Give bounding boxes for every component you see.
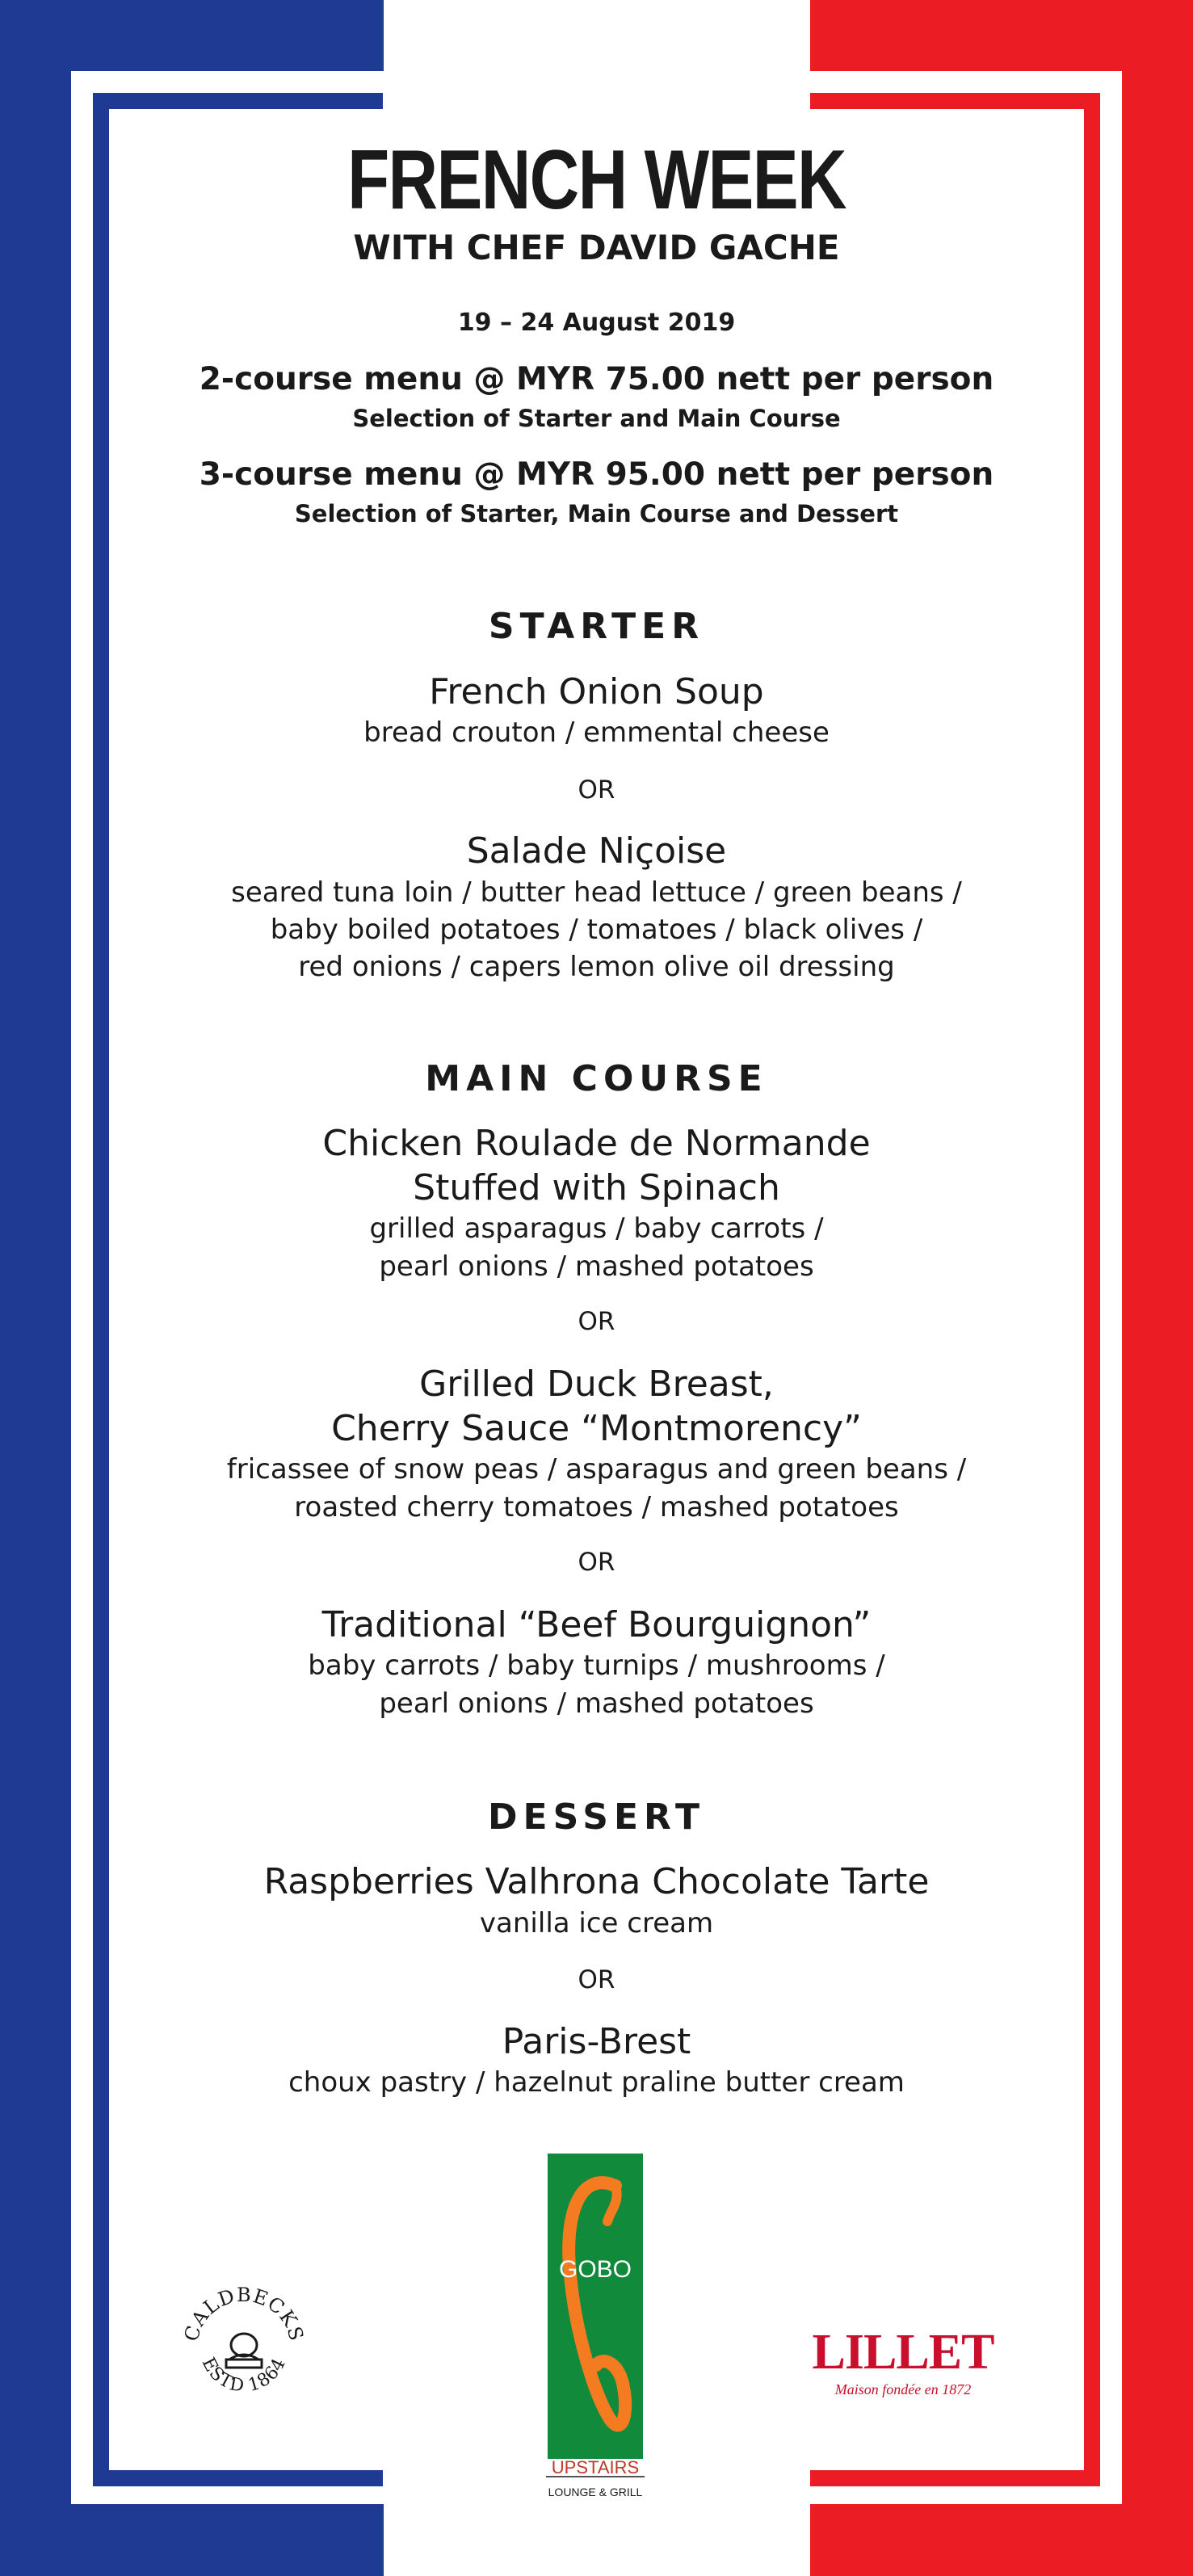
caldbecks-logo (179, 2282, 309, 2411)
dish-description: bread crouton / emmental cheese (363, 716, 830, 749)
frame-left-blue (93, 93, 383, 2486)
dish-description: pearl onions / mashed potatoes (379, 1687, 814, 1720)
dish-name: Paris-Brest (502, 2021, 691, 2062)
page-title: FRENCH WEEK (347, 133, 846, 227)
lillet-name: LILLET (812, 2325, 994, 2380)
or-separator: OR (578, 1307, 615, 1336)
lillet-tagline: Maison fondée en 1872 (834, 2381, 972, 2397)
caldbecks-seal-icon (179, 2282, 309, 2411)
dish-name: Stuffed with Spinach (413, 1167, 780, 1208)
dish-name: Grilled Duck Breast, (419, 1364, 774, 1405)
gobo-upstairs-text: UPSTAIRS (551, 2457, 640, 2477)
offer-3-course-detail: Selection of Starter, Main Course and Dessert (294, 500, 899, 527)
dish-name: Chicken Roulade de Normande (322, 1123, 871, 1164)
dish-description: red onions / capers lemon olive oil dressing (298, 951, 895, 983)
caldbecks-top-text: CALDBECKS (179, 2283, 309, 2344)
event-dates: 19 – 24 August 2019 (457, 309, 736, 337)
dish-description: fricassee of snow peas / asparagus and green beans / (226, 1453, 967, 1486)
frame-right-red (810, 93, 1100, 2486)
lillet-logo (808, 2318, 1010, 2407)
dish-description: roasted cherry tomatoes / mashed potatoes (294, 1491, 899, 1523)
dish-description: grilled asparagus / baby carrots / (369, 1212, 824, 1245)
dish-name: Raspberries Valhrona Chocolate Tarte (263, 1861, 930, 1902)
lillet-wordmark-icon (808, 2318, 1010, 2407)
dish-name: Traditional “Beef Bourguignon” (321, 1604, 872, 1645)
section-heading-main-course: MAIN COURSE (425, 1058, 768, 1099)
section-heading-dessert: DESSERT (488, 1796, 705, 1838)
section-heading-starter: STARTER (488, 606, 705, 647)
chef-subtitle: WITH CHEF DAVID GACHE (353, 228, 840, 267)
offer-3-course-price: 3-course menu @ MYR 95.00 nett per person (199, 456, 994, 493)
dish-description: vanilla ice cream (479, 1907, 714, 1939)
dish-description: baby carrots / baby turnips / mushrooms / (308, 1649, 885, 1682)
gobo-upstairs-logo (546, 2154, 645, 2502)
dish-name: French Onion Soup (429, 671, 764, 712)
svg-text:ESTD 1864 (198, 2355, 291, 2397)
dish-description: choux pastry / hazelnut praline butter cream (288, 2066, 905, 2099)
dish-name: Salade Niçoise (466, 830, 727, 872)
or-separator: OR (578, 775, 615, 805)
or-separator: OR (578, 1965, 615, 1994)
gobo-name: GOBO (558, 2256, 632, 2283)
offer-2-course-price: 2-course menu @ MYR 75.00 nett per person (199, 361, 994, 397)
or-separator: OR (578, 1548, 615, 1577)
gobo-lounge-text: LOUNGE & GRILL (548, 2486, 643, 2498)
caldbecks-bottom-text: ESTD 1864 (197, 2354, 291, 2397)
dish-description: baby boiled potatoes / tomatoes / black olives / (270, 914, 923, 946)
offer-2-course-detail: Selection of Starter and Main Course (352, 405, 841, 432)
gobo-logo-icon (546, 2154, 645, 2502)
dish-description: seared tuna loin / butter head lettuce / green beans / (231, 876, 962, 909)
dish-description: pearl onions / mashed potatoes (379, 1250, 814, 1283)
dish-name: Cherry Sauce “Montmorency” (331, 1408, 862, 1449)
